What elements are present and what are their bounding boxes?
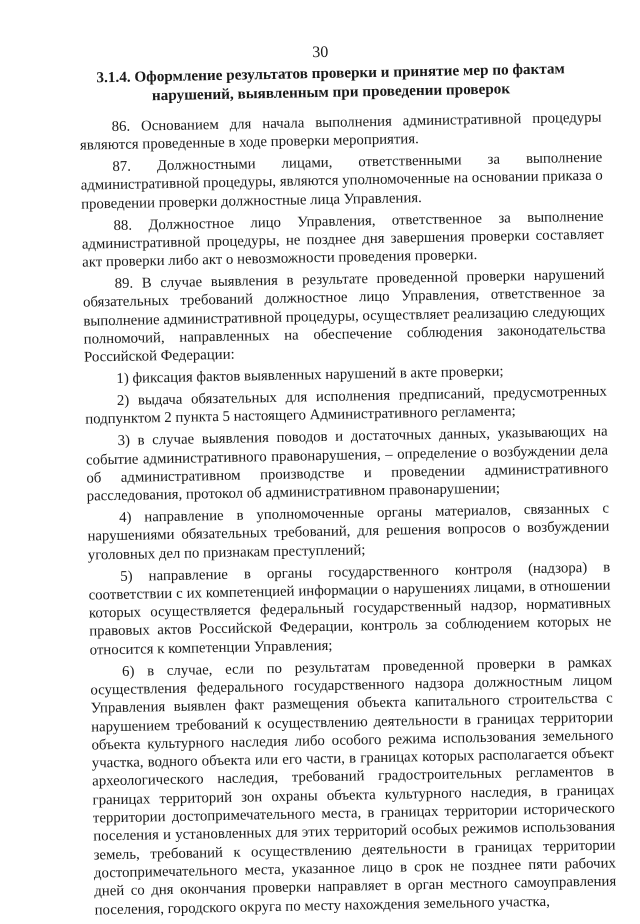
page-number: 30	[312, 43, 329, 62]
section-heading: 3.1.4. Оформление результатов проверки и принятие мер по фактам нарушений, выявленным при проведении проверок	[96, 60, 565, 105]
list-item-6: 6) в случае, если по результатам проведенной проверки в рамках осуществления федерального государственного надзора должностным лицом Управления выявлен факт размещения объекта капитального строительства с нарушением требований к осуществлению деятельности в границах территории объекта культурного наследия либо особого режима использования земельного участка, водного объекта или его части, в границах которых располагается объект археологического наследия, требований градостроительных регламентов в границах территорий зон охраны объекта культурного наследия, в границах территории достопримечательного места, в границах территории исторического поселения и установленных для этих территорий особых режимов использования земель, требований к осуществлению деятельности в границах территории достопримечательного места, указанное лицо в срок не позднее пяти рабочих дней со дня окончания проверки направляет в орган местного самоуправления поселения, городского округа по месту нахождения земельного участка,	[90, 654, 617, 919]
body-text	[79, 109, 616, 923]
paragraph-87: 87. Должностными лицами, ответственными за выполнение административной процедуры, являются уполномоченные на основании приказа о проведении проверки должностные лица Управления.	[80, 149, 603, 213]
list-item-3: 3) в случае выявления поводов и достаточных данных, указывающих на событие административного правонарушения, – определение о возбуждении дела об административном производстве и проведении административного расследования, протокол об административном правонарушении;	[85, 423, 609, 505]
list-item-5: 5) направление в органы государственного контроля (надзора) в соответствии с их компетенцией информации о нарушениях лицами, в отношении которых осуществляется федеральный государственный надзор, нормативных правовых актов Российской Федерации, контроль за соблюдением которых не относится к компетенции Управления;	[88, 559, 612, 659]
paragraph-88: 88. Должностное лицо Управления, ответственное за выполнение административной процедуры, не позднее дня завершения проверки составляет акт проверки либо акт о невозможности проведения проверки.	[81, 208, 604, 271]
paragraph-89: 89. В случае выявления в результате проведенной проверки нарушений обязательных требований должностное лицо Управления, ответственное за выполнение административной процедуры, осуществляет реализацию следующих полномочий, направленных на обеспечение соблюдения законодательства Российской Федерации:	[82, 266, 606, 366]
list-item-1: 1) фиксация фактов выявленных нарушений в акте проверки;	[116, 363, 504, 388]
list-item-4: 4) направление в уполномоченные органы материалов, связанных с нарушениями обязательных требований, для решения вопросов о возбуждении уголовных дел по признакам преступлений;	[87, 500, 610, 564]
paragraph-86: 86. Основанием для начала выполнения административной процедуры являются проведенные в ходе проверки мероприятия.	[79, 109, 602, 154]
list-item-2: 2) выдача обязательных для исполнения предписаний, предусмотренных подпунктом 2 пункта 5 настоящего Административного регламента;	[85, 383, 607, 428]
